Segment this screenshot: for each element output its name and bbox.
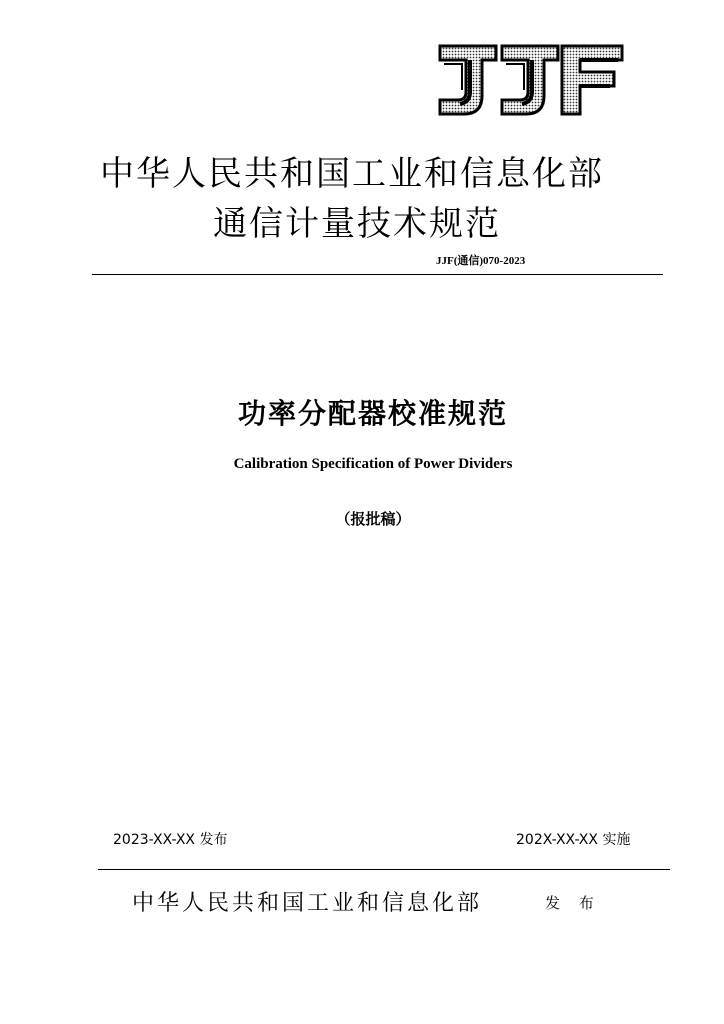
series-title: 通信计量技术规范: [213, 204, 501, 244]
draft-status: （报批稿）: [335, 510, 411, 528]
effective-date: 202X-XX-XX 实施: [516, 832, 631, 848]
top-divider: [92, 274, 663, 275]
issuer-suffix: 发 布: [545, 894, 601, 912]
organization-title: 中华人民共和国工业和信息化部: [100, 154, 604, 194]
jjf-logo-icon: [436, 44, 624, 116]
issue-date: 2023-XX-XX 发布: [113, 832, 228, 848]
document-title: 功率分配器校准规范: [237, 397, 508, 430]
issuer-name: 中华人民共和国工业和信息化部: [132, 891, 483, 916]
english-title: Calibration Specification of Power Dividers: [233, 456, 513, 472]
document-code: JJF(通信)070-2023: [436, 255, 526, 267]
bottom-divider: [98, 869, 670, 870]
